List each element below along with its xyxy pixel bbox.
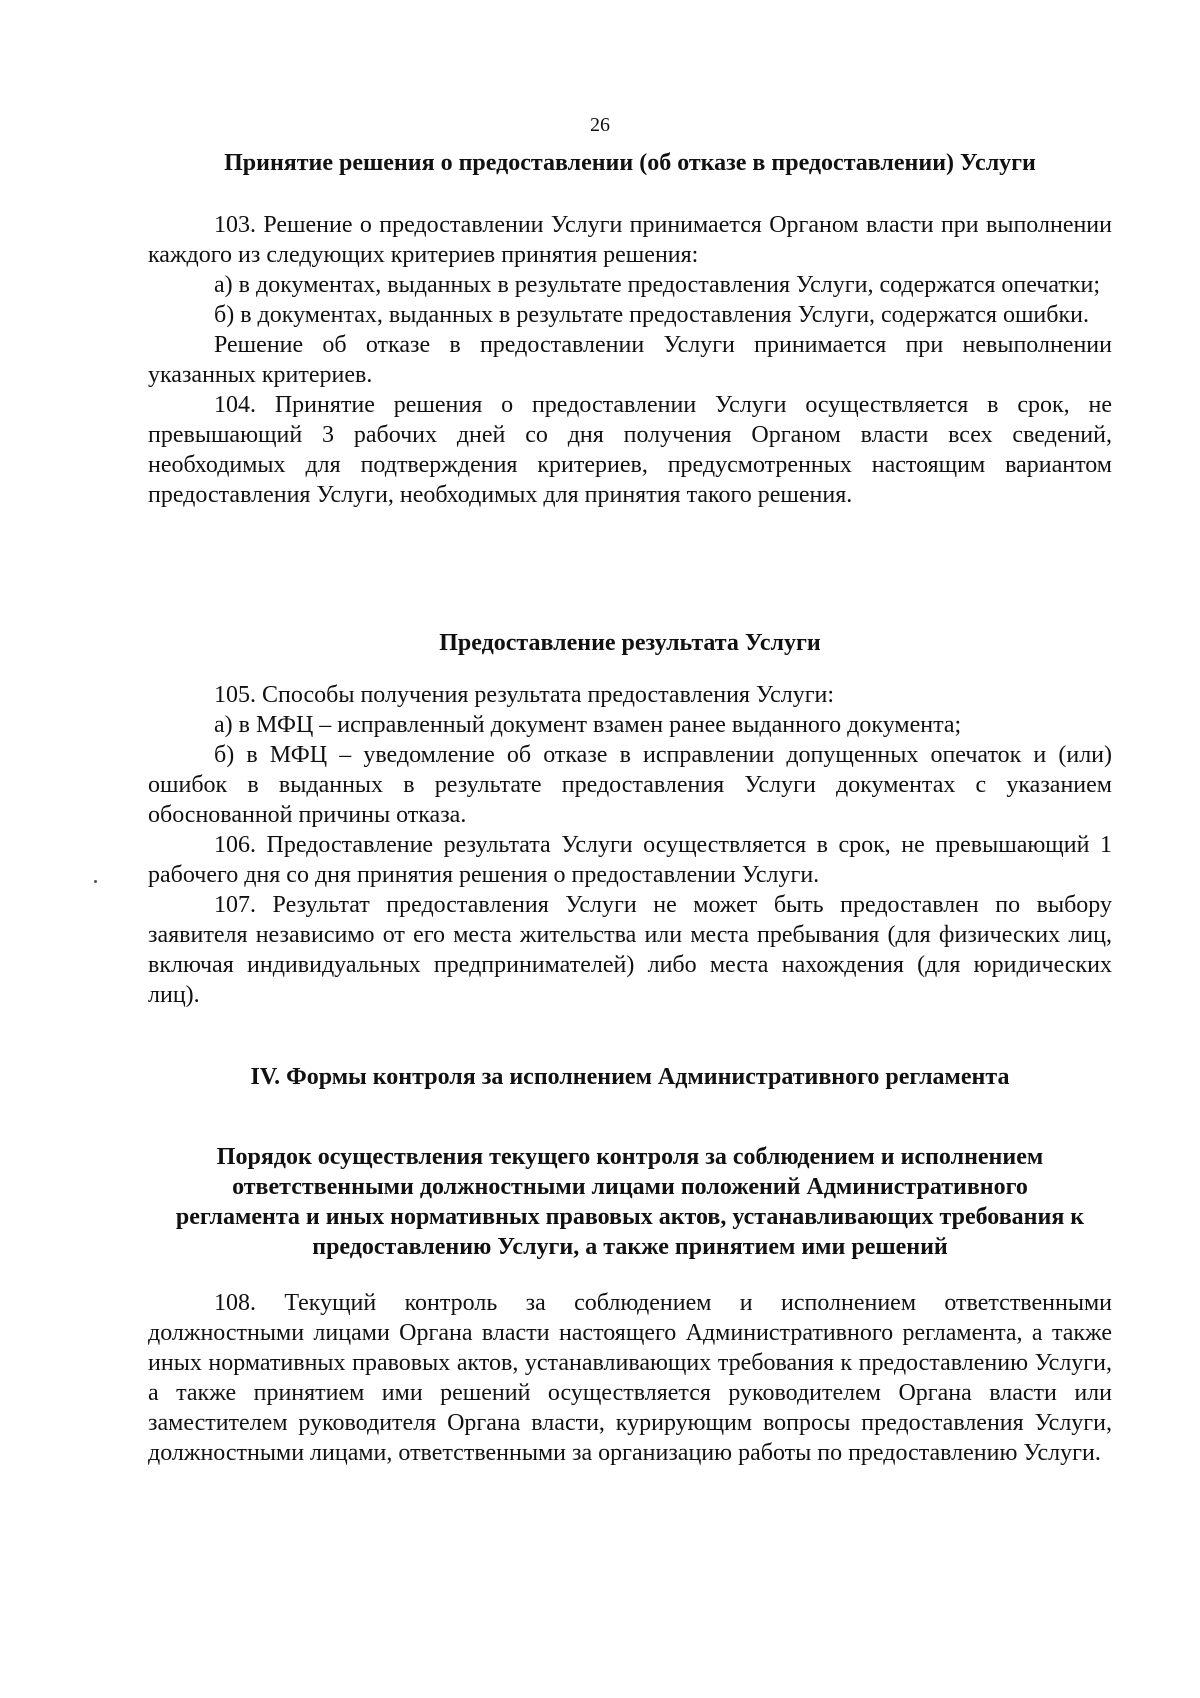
paragraph-105-a: а) в МФЦ – исправленный документ взамен ранее выданного документа;	[214, 712, 962, 738]
section-heading: Принятие решения о предоставлении (об отказе в предоставлении) Услуги	[224, 150, 1036, 176]
section-heading: Предоставление результата Услуги	[439, 630, 821, 656]
paragraph-103: 103. Решение о предоставлении Услуги принимается Органом власти при выполнении каждого из следующих критериев принятия решения:	[148, 212, 1112, 268]
paragraph-106: 106. Предоставление результата Услуги осуществляется в срок, не превышающий 1 рабочего дня со дня принятия решения о предоставлении Услуги.	[148, 832, 1112, 888]
paragraph-103-b: б) в документах, выданных в результате предоставления Услуги, содержатся ошибки.	[214, 302, 1089, 328]
paragraph-103-a: а) в документах, выданных в результате предоставления Услуги, содержатся опечатки;	[214, 272, 1101, 298]
section-heading: Порядок осуществления текущего контроля за соблюдением и исполнением ответственными должностными лицами положений Административного регламента и иных нормативных правовых актов, устанавливающих требования к предоставлению Услуги, а также принятием ими решений	[175, 1144, 1085, 1260]
paragraph-105-b: б) в МФЦ – уведомление об отказе в исправлении допущенных опечаток и (или) ошибок в выданных в результате предоставления Услуги документах с указанием обоснованной причины отказа.	[148, 742, 1112, 828]
paragraph-104: 104. Принятие решения о предоставлении Услуги осуществляется в срок, не превышающий 3 рабочих дней со дня получения Органом власти всех сведений, необходимых для подтверждения критериев, предусмотренных настоящим вариантом предоставления Услуги, необходимых для принятия такого решения.	[148, 392, 1112, 508]
page-number: 26	[590, 114, 610, 136]
paragraph-108: 108. Текущий контроль за соблюдением и исполнением ответственными должностными лицами Органа власти настоящего Административного регламента, а также иных нормативных правовых актов, устанавливающих требования к предоставлению Услуги, а также принятием ими решений осуществляется руководителем Органа власти или заместителем руководителя Органа власти, курирующим вопросы предоставления Услуги, должностными лицами, ответственными за организацию работы по предоставлению Услуги.	[148, 1290, 1112, 1466]
chapter-iv	[148, 1062, 1112, 1092]
scan-speck	[94, 880, 97, 883]
section-result	[148, 628, 1112, 1010]
chapter-heading: IV. Формы контроля за исполнением Административного регламента	[250, 1064, 1010, 1090]
paragraph-105: 105. Способы получения результата предоставления Услуги:	[214, 682, 835, 708]
section-decision	[148, 148, 1112, 510]
paragraph-refusal: Решение об отказе в предоставлении Услуги принимается при невыполнении указанных критериев.	[148, 332, 1112, 388]
section-current-control	[148, 1142, 1112, 1468]
paragraph-107: 107. Результат предоставления Услуги не может быть предоставлен по выбору заявителя независимо от его места жительства или места пребывания (для физических лиц, включая индивидуальных предпринимателей) либо места нахождения (для юридических лиц).	[148, 892, 1112, 1008]
